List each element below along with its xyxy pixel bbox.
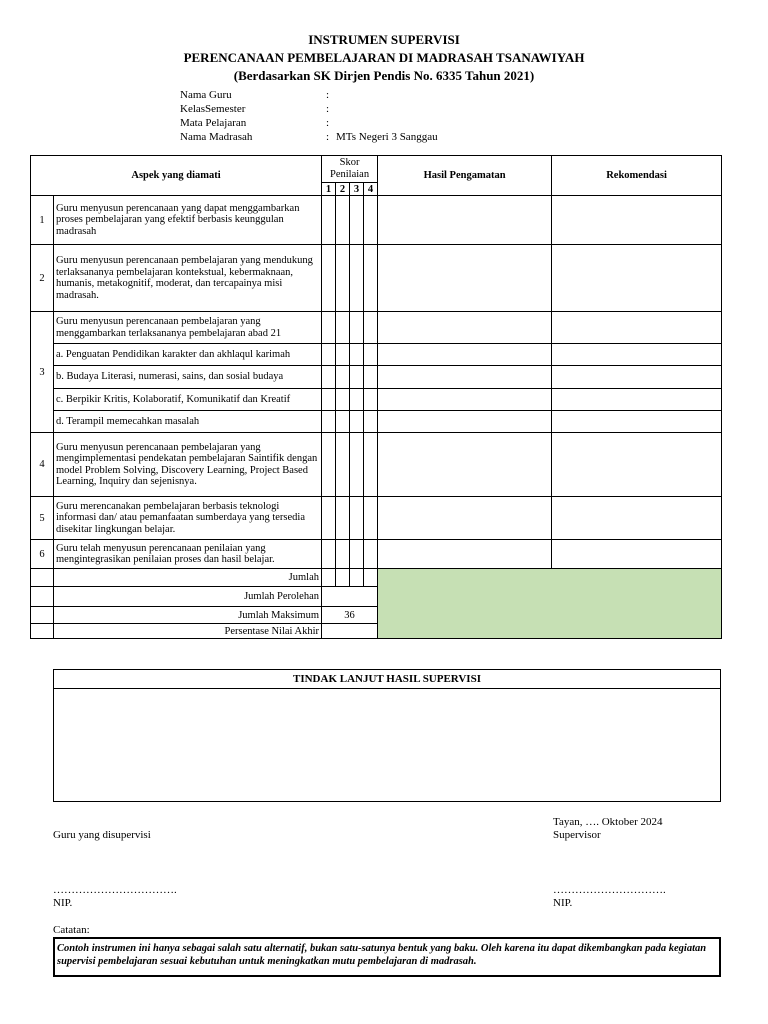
teacher-signature-line: ……………………………. [53,884,177,896]
summary-label: Jumlah [54,569,322,587]
info-row-mata-pelajaran [180,116,580,130]
blank-cell [31,624,54,639]
aspect-text: c. Berpikir Kritis, Kolaboratif, Komunikatif dan Kreatif [54,389,322,411]
info-row-nama-guru [180,88,580,102]
aspect-text: Guru menyusun perencanaan pembelajaran yang mendukung terlaksananya pembelajaran kontekstual, kebermaknaan, humanis, metakognitif, moderat, dan tercapainya misi madrasah. [54,245,322,312]
hasil-cell[interactable] [378,389,552,411]
header-skor: Skor Penilaian [322,156,378,183]
table-row [31,411,722,433]
info-colon: : [326,89,330,101]
row-number: 2 [31,245,54,312]
score-cell-1[interactable] [322,366,336,389]
hasil-cell[interactable] [378,196,552,245]
aspect-text: Guru menyusun perencanaan pembelajaran yang mengimplementasi pendekatan pembelajaran Saintifik dengan model Problem Solving, Discovery Learning, Project Based Learning, Inquiry dan sejenisnya. [54,433,322,497]
hasil-cell[interactable] [378,540,552,569]
summary-label: Jumlah Perolehan [54,587,322,607]
score-total-4[interactable] [364,569,378,587]
info-colon: : [326,131,330,143]
score-cell-4[interactable] [364,389,378,411]
summary-label: Jumlah Maksimum [54,607,322,624]
score-cell-2[interactable] [336,433,350,497]
rekomendasi-cell[interactable] [552,245,722,312]
header-aspek: Aspek yang diamati [31,156,322,196]
info-row-nama-madrasah [180,130,580,144]
score-cell-1[interactable] [322,497,336,540]
note-box: Contoh instrumen ini hanya sebagai salah satu alternatif, bukan satu-satunya bentuk yang baku. Oleh karena itu dapat dikembangkan pada kegiatan supervisi pembelajaran sesuai kebutuhan untuk meningkatkan mutu pembelajaran di madrasah. [53,937,721,977]
score-total-2[interactable] [336,569,350,587]
info-label: Nama Madrasah [180,131,253,143]
score-cell-3[interactable] [350,411,364,433]
hasil-cell[interactable] [378,344,552,366]
document-subtitle: PERENCANAAN PEMBELAJARAN DI MADRASAH TSANAWIYAH [183,50,585,65]
aspect-text: Guru menyusun perencanaan yang dapat menggambarkan proses pembelajaran yang efektif berbasis keunggulan madrasah [54,196,322,245]
info-row-kelas-semester [180,102,580,116]
row-number: 4 [31,433,54,497]
score-cell-4[interactable] [364,245,378,312]
table-row [31,389,722,411]
score-cell-1[interactable] [322,540,336,569]
info-label: KelasSemester [180,103,246,115]
aspect-text: b. Budaya Literasi, numerasi, sains, dan sosial budaya [54,366,322,389]
rekomendasi-cell[interactable] [552,433,722,497]
score-cell-2[interactable] [336,411,350,433]
place-date: Tayan, …. Oktober 2024 [553,816,663,828]
header-hasil: Hasil Pengamatan [378,156,552,196]
info-value: MTs Negeri 3 Sanggau [336,131,438,143]
info-colon: : [326,117,330,129]
score-cell-1[interactable] [322,312,336,344]
document-title: INSTRUMEN SUPERVISI [308,32,460,47]
score-cell-4[interactable] [364,366,378,389]
hasil-cell[interactable] [378,245,552,312]
rekomendasi-cell[interactable] [552,389,722,411]
teacher-role: Guru yang disupervisi [53,829,151,841]
hasil-cell[interactable] [378,433,552,497]
blank-cell [31,569,54,587]
aspect-text: d. Terampil memecahkan masalah [54,411,322,433]
supervisor-nip: NIP. [553,897,573,909]
score-cell-3[interactable] [350,196,364,245]
perolehan-value[interactable] [322,587,378,607]
row-number: 6 [31,540,54,569]
rekomendasi-cell[interactable] [552,497,722,540]
row-number: 5 [31,497,54,540]
score-cell-3[interactable] [350,344,364,366]
score-cell-3[interactable] [350,497,364,540]
persentase-value[interactable] [322,624,378,639]
blank-cell [31,587,54,607]
row-number: 1 [31,196,54,245]
score-cell-4[interactable] [364,196,378,245]
supervisor-role: Supervisor [553,829,601,841]
rekomendasi-cell[interactable] [552,411,722,433]
aspect-text: Guru telah menyusun perencanaan penilaian yang mengintegrasikan penilaian proses dan hasil belajar. [54,540,322,569]
score-cell-3[interactable] [350,245,364,312]
score-cell-4[interactable] [364,344,378,366]
score-cell-3[interactable] [350,312,364,344]
teacher-nip: NIP. [53,897,73,909]
score-cell-4[interactable] [364,312,378,344]
rekomendasi-cell[interactable] [552,366,722,389]
supervision-table [30,155,722,639]
score-cell-2[interactable] [336,344,350,366]
score-cell-4[interactable] [364,497,378,540]
score-cell-2[interactable] [336,366,350,389]
score-cell-4[interactable] [364,540,378,569]
supervisor-signature-line: …………………………. [553,884,666,896]
tindak-lanjut-title: TINDAK LANJUT HASIL SUPERVISI [54,670,720,689]
tindak-lanjut-box [53,669,721,802]
score-cell-1[interactable] [322,196,336,245]
rekomendasi-cell[interactable] [552,312,722,344]
blank-cell [31,607,54,624]
score-cell-1[interactable] [322,344,336,366]
table-row [31,366,722,389]
hasil-cell[interactable] [378,497,552,540]
identity-section [180,88,580,144]
note-label: Catatan: [53,924,90,936]
score-total-3[interactable] [350,569,364,587]
aspect-text: Guru merencanakan pembelajaran berbasis teknologi informasi dan/ atau pemanfaatan sumberdaya yang tersedia disekitar lingkungan belajar. [54,497,322,540]
header-rekomendasi: Rekomendasi [552,156,722,196]
info-label: Nama Guru [180,89,232,101]
summary-row-jumlah [31,569,722,587]
table-row [31,196,722,245]
score-cell-1[interactable] [322,389,336,411]
hasil-cell[interactable] [378,366,552,389]
score-cell-3[interactable] [350,366,364,389]
table-row [31,433,722,497]
score-cell-2[interactable] [336,540,350,569]
score-header-4: 4 [364,183,378,196]
table-row [31,540,722,569]
info-label: Mata Pelajaran [180,117,247,129]
rekomendasi-cell[interactable] [552,344,722,366]
score-cell-3[interactable] [350,433,364,497]
score-cell-4[interactable] [364,411,378,433]
score-cell-2[interactable] [336,312,350,344]
row-number: 3 [31,312,54,433]
score-total-1[interactable] [322,569,336,587]
table-row [31,344,722,366]
aspect-text: a. Penguatan Pendidikan karakter dan akhlaqul karimah [54,344,322,366]
hasil-cell[interactable] [378,411,552,433]
score-cell-2[interactable] [336,497,350,540]
rekomendasi-cell[interactable] [552,196,722,245]
table-row [31,245,722,312]
score-cell-3[interactable] [350,540,364,569]
summary-label: Persentase Nilai Akhir [54,624,322,639]
table-row [31,312,722,344]
tindak-lanjut-content[interactable] [54,689,720,801]
maksimum-value: 36 [322,607,378,624]
document-reference: (Berdasarkan SK Dirjen Pendis No. 6335 Tahun 2021) [233,68,535,83]
score-cell-1[interactable] [322,433,336,497]
summary-green-area [378,569,722,639]
score-cell-1[interactable] [322,245,336,312]
score-cell-1[interactable] [322,411,336,433]
score-cell-4[interactable] [364,433,378,497]
score-header-1: 1 [322,183,336,196]
table-row [31,497,722,540]
score-header-3: 3 [350,183,364,196]
info-colon: : [326,103,330,115]
score-cell-2[interactable] [336,245,350,312]
score-cell-2[interactable] [336,196,350,245]
aspect-text: Guru menyusun perencanaan pembelajaran yang menggambarkan terlaksananya pembelajaran abad 21 [54,312,322,344]
score-cell-3[interactable] [350,389,364,411]
score-header-2: 2 [336,183,350,196]
score-cell-2[interactable] [336,389,350,411]
hasil-cell[interactable] [378,312,552,344]
rekomendasi-cell[interactable] [552,540,722,569]
